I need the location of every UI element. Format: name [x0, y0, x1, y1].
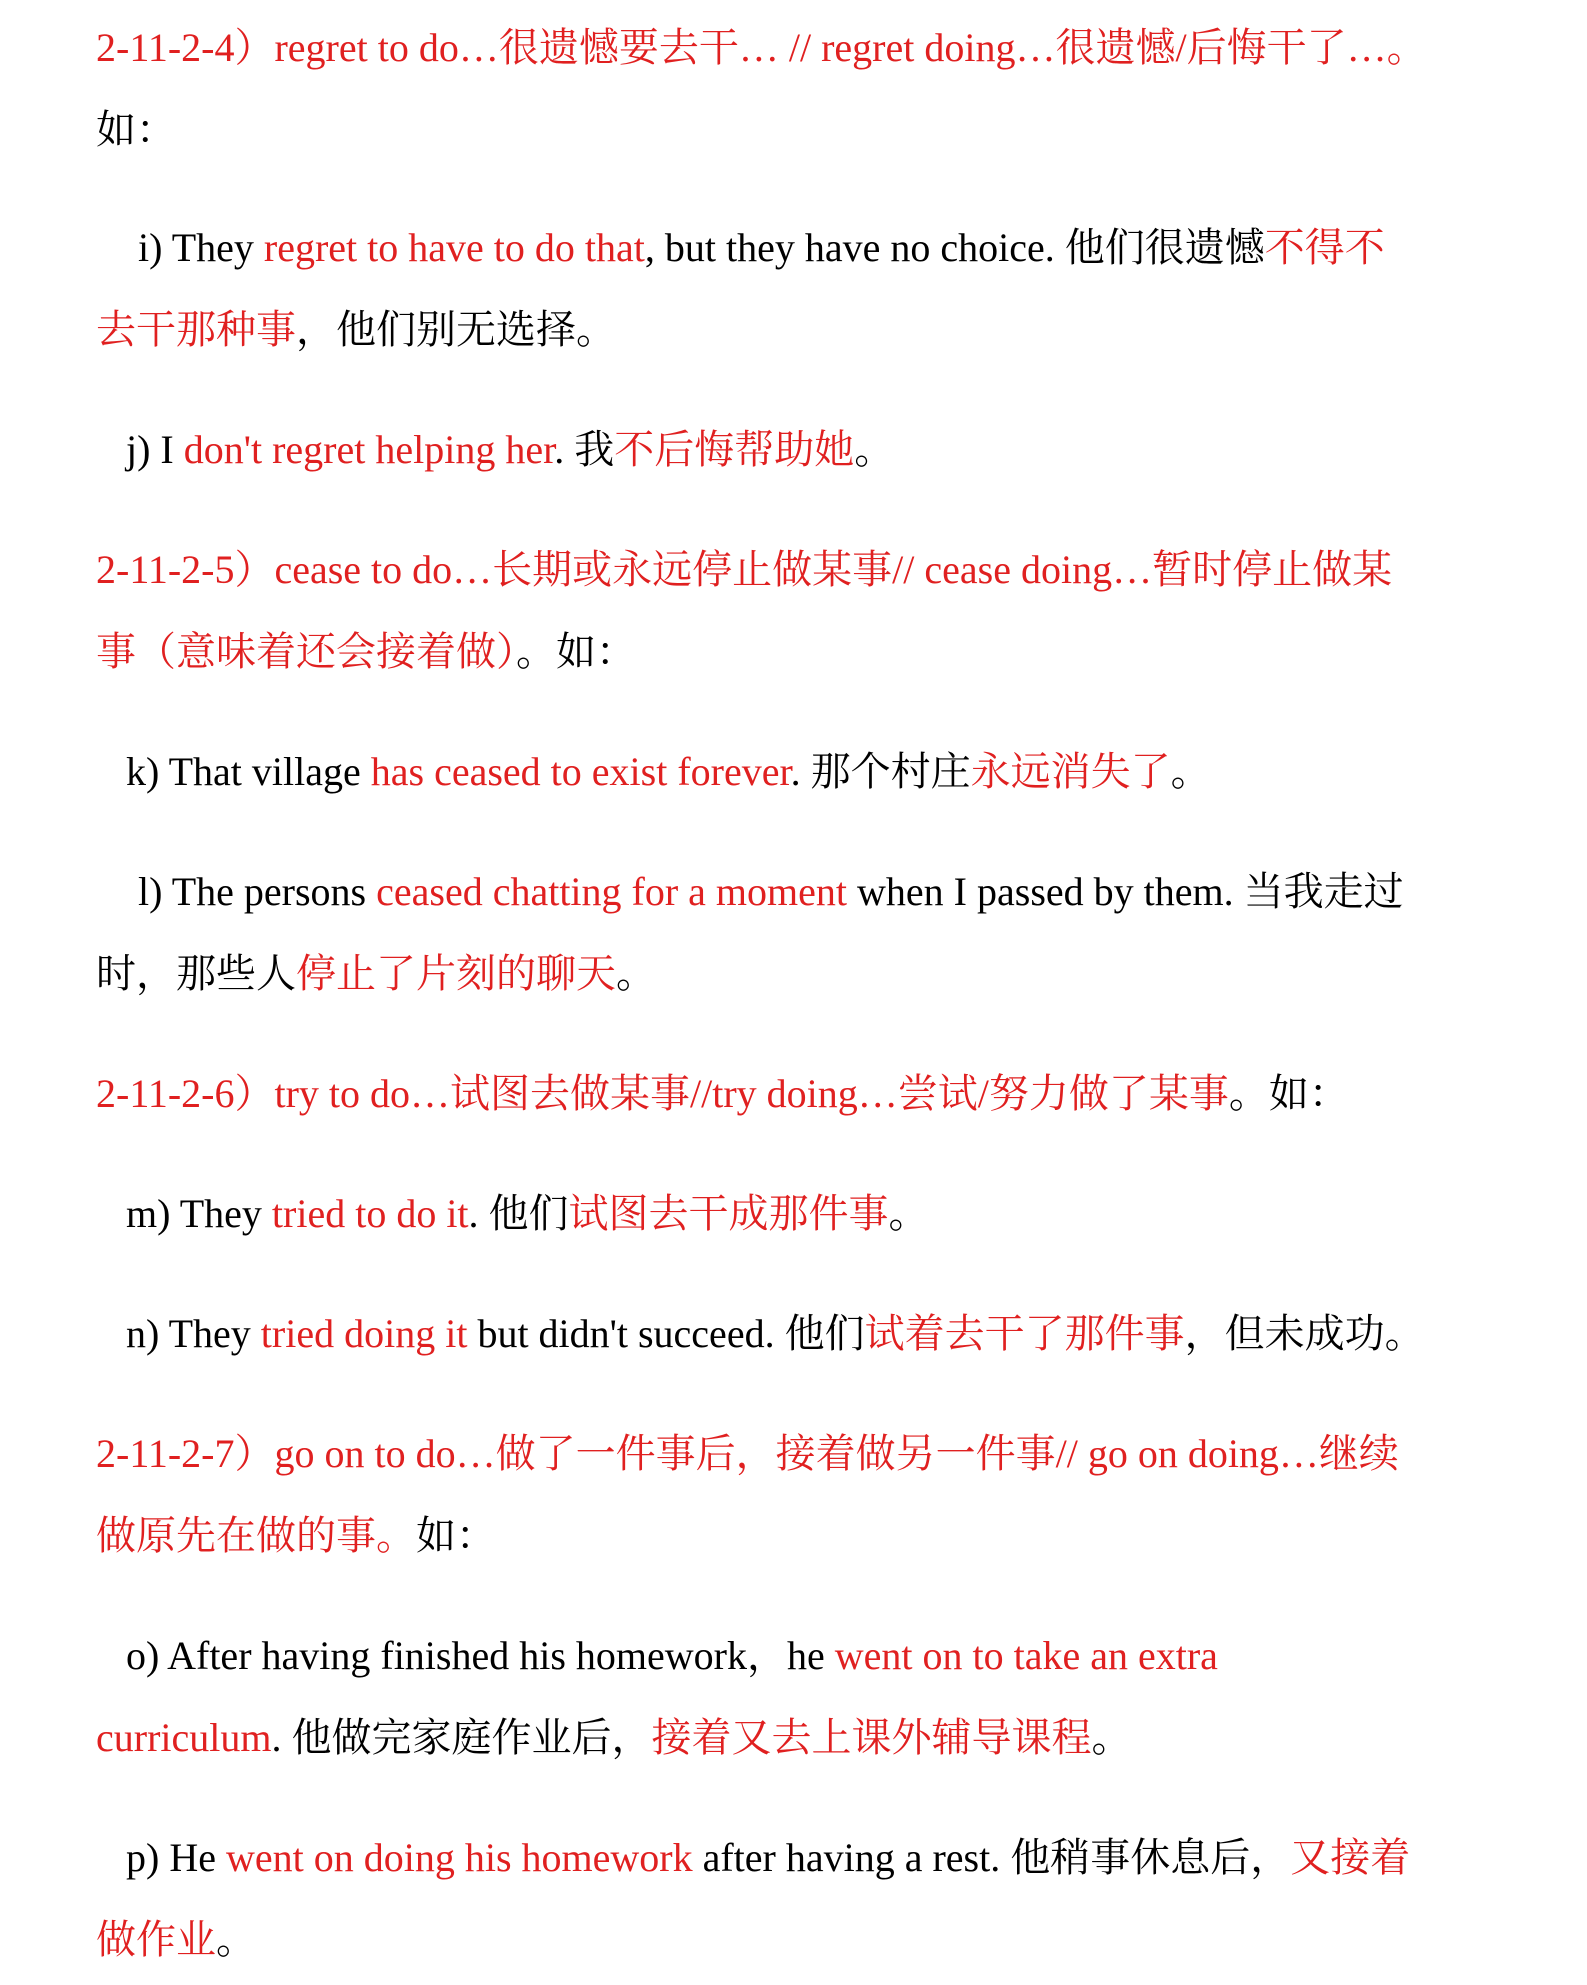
highlighted-phrase: 停止了片刻的聊天	[296, 951, 616, 996]
highlighted-phrase: went on to take an extra	[834, 1633, 1218, 1678]
example-l-line-1	[138, 866, 1404, 918]
highlighted-phrase: 试着去干了那件事	[864, 1311, 1185, 1356]
heading-continuation	[96, 1510, 496, 1562]
example-p-line-1	[126, 1832, 1410, 1884]
example-text: 。	[1170, 749, 1211, 794]
example-k	[126, 746, 1211, 798]
heading-text: 如：	[96, 107, 176, 152]
example-i-line-2	[96, 304, 616, 356]
example-text: p) He	[126, 1835, 226, 1880]
heading-text: 2-11-2-5）cease to do…长期或永远停止做某事// cease doing…暂时停止做某	[96, 547, 1393, 592]
section-heading-2-11-2-7	[96, 1428, 1399, 1480]
example-o-line-2	[96, 1712, 1132, 1764]
heading-continuation	[96, 626, 636, 678]
heading-continuation	[96, 104, 176, 156]
example-text: l) The persons	[138, 869, 377, 914]
highlighted-phrase: 去干那种事	[96, 307, 296, 352]
heading-text: 。如：	[516, 629, 636, 674]
example-text: m) They	[126, 1191, 272, 1236]
highlighted-phrase: tried doing it	[260, 1311, 468, 1356]
highlighted-phrase: regret to have to do that	[263, 225, 645, 270]
heading-text: 2-11-2-4）regret to do…很遗憾要去干… // regret doing…很遗憾/后悔干了…。	[96, 25, 1427, 70]
section-heading-2-11-2-5	[96, 544, 1392, 596]
example-n	[126, 1308, 1425, 1360]
example-text: 。	[854, 427, 895, 472]
example-p-line-2	[96, 1914, 256, 1966]
highlighted-phrase: 试图去干成那件事	[568, 1191, 889, 1236]
example-text: 时，那些人	[96, 951, 296, 996]
highlighted-phrase: 不得不	[1264, 225, 1385, 270]
highlighted-phrase: don't regret helping her	[183, 427, 555, 472]
highlighted-phrase: 接着又去上课外辅导课程	[651, 1715, 1092, 1760]
example-m	[126, 1188, 929, 1240]
example-text: k) That village	[126, 749, 371, 794]
highlighted-phrase: 又接着	[1290, 1835, 1411, 1880]
example-text: o) After having finished his homework，he	[126, 1633, 835, 1678]
example-text: . 他做完家庭作业后，	[271, 1715, 652, 1760]
example-text: ，他们别无选择。	[296, 307, 616, 352]
example-text: when I passed by them. 当我走过	[847, 869, 1404, 914]
example-text: 。	[616, 951, 656, 996]
example-text: i) They	[138, 225, 264, 270]
highlighted-phrase: 不后悔帮助她	[614, 427, 855, 472]
heading-text: 事（意味着还会接着做）	[96, 629, 516, 674]
example-text: after having a rest. 他稍事休息后，	[692, 1835, 1291, 1880]
example-text: 。	[216, 1917, 256, 1962]
example-l-line-2	[96, 948, 656, 1000]
highlighted-phrase: curriculum	[96, 1715, 272, 1760]
example-text: . 我	[554, 427, 615, 472]
highlighted-phrase: ceased chatting for a moment	[376, 869, 848, 914]
heading-text: 2-11-2-6）try to do…试图去做某事//try doing…尝试/努力做了某事	[96, 1071, 1229, 1116]
section-heading-2-11-2-4	[96, 22, 1427, 74]
example-text: . 他们	[468, 1191, 569, 1236]
example-text: ，但未成功。	[1184, 1311, 1425, 1356]
highlighted-phrase: 永远消失了	[970, 749, 1171, 794]
example-i-line-1	[138, 222, 1385, 274]
example-text: . 那个村庄	[790, 749, 971, 794]
heading-text: 。如：	[1228, 1071, 1349, 1116]
section-heading-2-11-2-6	[96, 1068, 1349, 1120]
example-text: but didn't succeed. 他们	[467, 1311, 865, 1356]
highlighted-phrase: tried to do it	[271, 1191, 469, 1236]
highlighted-phrase: 做作业	[96, 1917, 216, 1962]
example-text: j) I	[126, 427, 184, 472]
highlighted-phrase: went on doing his homework	[225, 1835, 693, 1880]
example-text: 。	[1091, 1715, 1132, 1760]
example-o-line-1	[126, 1630, 1218, 1682]
highlighted-phrase: has ceased to exist forever	[370, 749, 791, 794]
heading-text: 如：	[416, 1513, 496, 1558]
example-text: , but they have no choice. 他们很遗憾	[644, 225, 1265, 270]
example-text: 。	[888, 1191, 929, 1236]
heading-text: 2-11-2-7）go on to do…做了一件事后，接着做另一件事// go on doing…继续	[96, 1431, 1399, 1476]
example-text: n) They	[126, 1311, 261, 1356]
example-j	[126, 424, 894, 476]
heading-text: 做原先在做的事。	[96, 1513, 416, 1558]
